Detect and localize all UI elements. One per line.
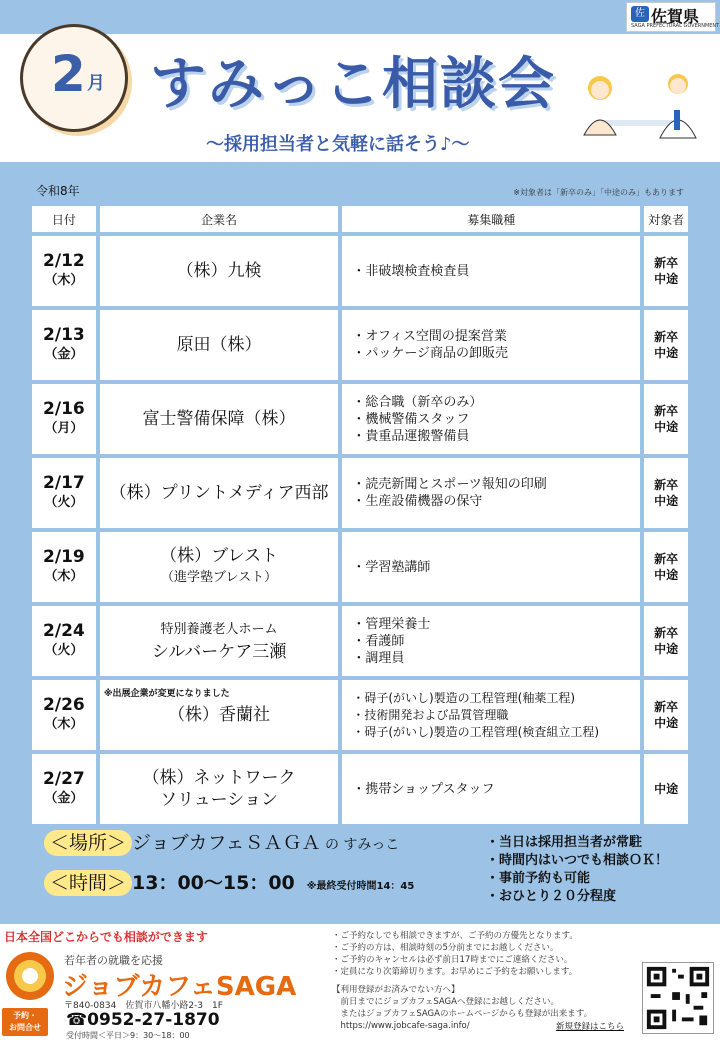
prefecture-name-en: SAGA PREFECTURAL GOVERNMENT xyxy=(631,23,720,29)
row-company: （株）ブレスト （進学塾ブレスト） xyxy=(100,532,339,602)
table-row xyxy=(32,680,688,750)
row-jobs: ・碍子(がいし)製造の工程管理(釉薬工程) ・技術開発および品質管理職 ・碍子(がいし)製造の工程管理(検査組立工程) xyxy=(342,680,640,750)
table-row xyxy=(32,606,688,676)
page-title: すみっこ相談会 xyxy=(150,52,556,117)
jobcafe-address: 〒840-0834 佐賀市八幡小路2-3 1F xyxy=(64,1001,223,1011)
jobcafe-logo-icon xyxy=(4,948,56,1004)
row-date: 2/24 （火） xyxy=(32,606,96,676)
list-item: ・事前予約も可能 xyxy=(486,871,591,886)
table-row xyxy=(32,384,688,454)
list-item: ・おひとり２０分程度 xyxy=(486,889,617,904)
prefecture-name: 佐賀県 xyxy=(651,7,700,26)
row-company: 原田（株） xyxy=(100,310,339,380)
table-row xyxy=(32,458,688,528)
page-subtitle: ～採用担当者と気軽に話そう♪～ xyxy=(206,134,470,155)
row-target: 新卒 中途 xyxy=(644,236,688,306)
time-line xyxy=(44,868,414,895)
table-row xyxy=(32,532,688,602)
row-company: （株）プリントメディア西部 xyxy=(100,458,339,528)
header-company: 企業名 xyxy=(100,206,339,232)
row-date: 2/13 （金） xyxy=(32,310,96,380)
row-date: 2/17 （火） xyxy=(32,458,96,528)
row-jobs: ・読売新聞とスポーツ報知の印刷 ・生産設備機器の保守 xyxy=(342,458,640,528)
prefecture-emblem-icon: 佐 xyxy=(631,6,649,22)
month-number: 2 xyxy=(51,45,86,103)
row-jobs: ・管理栄養士 ・看護師 ・調理員 xyxy=(342,606,640,676)
jobcafe-name: ジョブカフェSAGA xyxy=(62,972,297,1002)
catch-copy: 日本全国どこからでも相談ができます xyxy=(4,930,208,944)
row-date: 2/19 （木） xyxy=(32,532,96,602)
place-label: ＜場所＞ xyxy=(44,830,132,856)
row-company: （株）ネットワーク ソリューション xyxy=(100,754,339,824)
row-date: 2/26 （木） xyxy=(32,680,96,750)
row-date: 2/12 （木） xyxy=(32,236,96,306)
row-target: 新卒 中途 xyxy=(644,532,688,602)
phone-number[interactable]: ☎0952-27-1870 xyxy=(66,1010,220,1030)
time-note: ※最終受付時間14：45 xyxy=(306,881,415,892)
month-suffix: 月 xyxy=(87,73,105,94)
era-year: 令和8年 xyxy=(36,184,80,198)
row-company: ※出展企業が変更になりました （株）香蘭社 xyxy=(100,680,339,750)
row-date: 2/27 （金） xyxy=(32,754,96,824)
row-company: （株）九検 xyxy=(100,236,339,306)
website-link[interactable]: https://www.jobcafe-saga.info/ xyxy=(332,1021,470,1031)
row-company: 富士警備保障（株） xyxy=(100,384,339,454)
table-row xyxy=(32,236,688,306)
list-item: ・当日は採用担当者が常駐 xyxy=(486,835,643,850)
row-jobs: ・非破壊検査検査員 xyxy=(342,236,640,306)
header-target: 対象者 xyxy=(644,206,688,232)
register-link[interactable]: 新規登録はこちら xyxy=(556,1022,625,1032)
place-detail: すみっこ xyxy=(343,837,400,853)
reception-hours: 受付時間＜平日＞9：30～18：00 xyxy=(66,1031,190,1040)
jobcafe-tagline: 若年者の就職を応援 xyxy=(64,954,163,967)
row-target: 新卒 中途 xyxy=(644,384,688,454)
reservation-notes: ・ご予約なしでも相談できますが、ご予約の方優先となります。 ・ご予約の方は、相談時刻の5分前までにお越しください。 ・ご予約のキャンセルは必ず前日17時までにご連絡ください。 ・定員になり次第締切ります。お早めにご予約をお願いします。 【利用登録がお済みでない方へ】 前日までにジョブカフェSAGAへ登録にお越しください。 またはジョブカフェSAGAのホームページからも登録が出来ます。 https://www.jobcafe-saga.info/ xyxy=(332,930,632,1032)
schedule-table xyxy=(28,202,692,828)
qr-code-icon[interactable] xyxy=(642,962,714,1034)
row-target: 新卒 中途 xyxy=(644,310,688,380)
row-jobs: ・オフィス空間の提案営業 ・パッケージ商品の卸販売 xyxy=(342,310,640,380)
row-jobs: ・学習塾講師 xyxy=(342,532,640,602)
consultation-illustration-icon xyxy=(560,60,720,160)
top-bar xyxy=(0,0,720,34)
target-note: ※対象者は「新卒のみ」「中途のみ」もあります xyxy=(513,188,684,197)
row-target: 新卒 中途 xyxy=(644,458,688,528)
list-item: ・時間内はいつでも相談ＯＫ！ xyxy=(486,853,669,868)
place-connector: の xyxy=(320,837,344,853)
contact-badge: 予約・ お問合せ xyxy=(2,1008,48,1036)
time-value: 13：00～15：00 xyxy=(132,872,295,894)
table-row xyxy=(32,310,688,380)
row-target: 中途 xyxy=(644,754,688,824)
change-notice: ※出展企業が変更になりました xyxy=(103,689,230,699)
time-label: ＜時間＞ xyxy=(44,870,132,896)
month-badge xyxy=(20,24,128,132)
header-date: 日付 xyxy=(32,206,96,232)
row-jobs: ・携帯ショップスタッフ xyxy=(342,754,640,824)
row-target: 新卒 中途 xyxy=(644,606,688,676)
header xyxy=(0,0,720,162)
venue-line xyxy=(44,828,399,855)
table-header-row xyxy=(32,206,688,232)
row-target: 新卒 中途 xyxy=(644,680,688,750)
table-row xyxy=(32,754,688,824)
place-value: ジョブカフェＳＡＧＡ xyxy=(132,832,321,854)
header-jobs: 募集職種 xyxy=(342,206,640,232)
row-date: 2/16 （月） xyxy=(32,384,96,454)
row-company: 特別養護老人ホーム シルバーケア三瀬 xyxy=(100,606,339,676)
saga-prefecture-logo xyxy=(626,2,720,32)
row-jobs: ・総合職（新卒のみ） ・機械警備スタッフ ・貴重品運搬警備員 xyxy=(342,384,640,454)
footer xyxy=(0,924,720,1040)
event-points xyxy=(486,834,668,906)
